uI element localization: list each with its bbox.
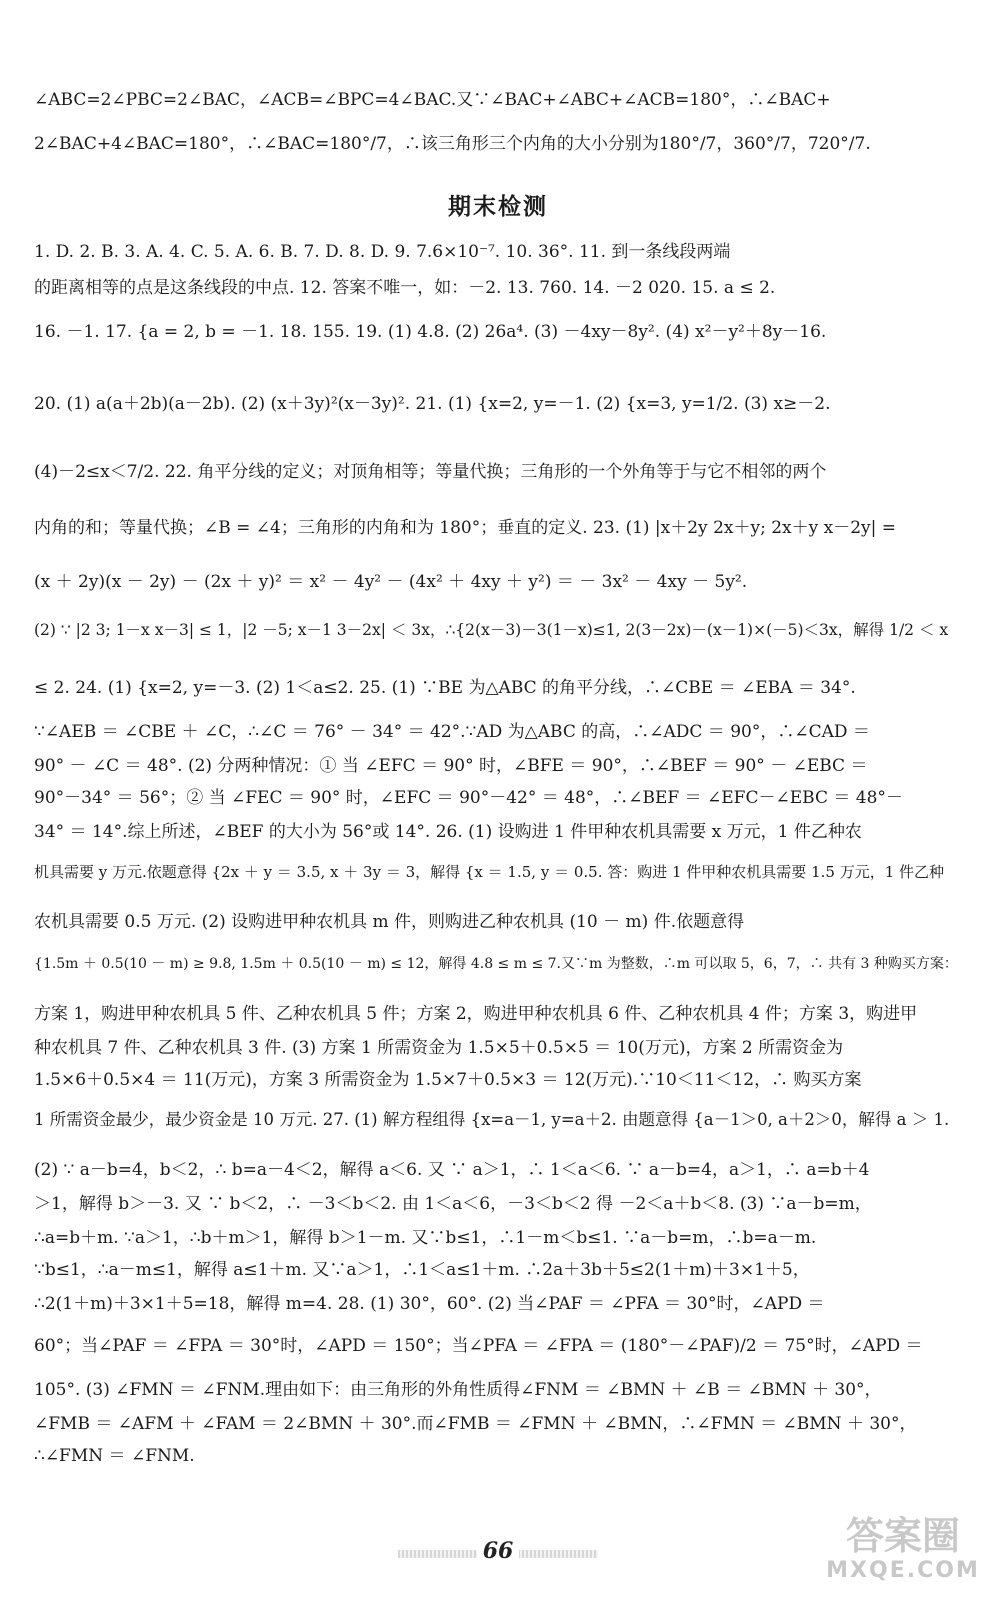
- text-line: 16. －1. 17. {a = 2, b = －1. 18. 155. 19. (1) 4.8. (2) 26a⁴. (3) －4xy－8y². (4) x²－y²＋8y－16.: [34, 322, 827, 342]
- text-line: ＞1，解得 b＞－3. 又 ∵ b＜2，∴ －3＜b＜2. 由 1＜a＜6，－3＜b＜2 得 －2＜a＋b＜8. (3) ∵a－b=m，: [34, 1194, 872, 1214]
- text-line: 90°－34° ＝ 56°；② 当 ∠FEC ＝ 90° 时，∠EFC ＝ 90°－42° ＝ 48°，∴∠BEF ＝ ∠EFC－∠EBC ＝ 48°－: [34, 788, 903, 808]
- text-line: 方案 1，购进甲种农机具 5 件、乙种农机具 5 件；方案 2，购进甲种农机具 6 件、乙种农机具 4 件；方案 3，购进甲: [34, 1004, 918, 1024]
- text-line: 105°. (3) ∠FMN ＝ ∠FNM.理由如下：由三角形的外角性质得∠FNM ＝ ∠BMN ＋ ∠B ＝ ∠BMN ＋ 30°，: [34, 1380, 882, 1400]
- watermark-logo: [818, 1514, 988, 1594]
- text-line: 90° － ∠C ＝ 48°. (2) 分两种情况：① 当 ∠EFC ＝ 90° 时，∠BFE ＝ 90°，∴∠BEF ＝ 90° － ∠EBC ＝: [34, 756, 868, 776]
- text-line: (x ＋ 2y)(x － 2y) － (2x ＋ y)² ＝ x² － 4y² － (4x² ＋ 4xy ＋ y²) ＝ － 3x² － 4xy － 5y².: [34, 572, 748, 592]
- text-line: ∴∠FMN ＝ ∠FNM.: [34, 1446, 195, 1466]
- page-number-text: 66: [477, 1538, 520, 1564]
- text-line: 内角的和；等量代换；∠B = ∠4；三角形的内角和为 180°；垂直的定义. 23. (1) |x＋2y 2x＋y; 2x＋y x－2y| =: [34, 518, 897, 538]
- text-line: (2) ∵ |2 3; 1－x x－3| ≤ 1，|2 －5; x－1 3－2x| ＜ 3x，∴{2(x－3)－3(1－x)≤1, 2(3－2x)－(x－1)×(－5)＜3x，解得 1/2 ＜ x: [34, 621, 949, 639]
- text-line: (2) ∵ a－b=4，b＜2，∴ b=a－4＜2，解得 a＜6. 又 ∵ a＞1，∴ 1＜a＜6. ∵ a－b=4，a＞1，∴ a=b＋4: [34, 1160, 870, 1180]
- watermark-logo-text: 答案圈: [845, 1514, 960, 1558]
- text-line: ∠ABC=2∠PBC=2∠BAC，∠ACB=∠BPC=4∠BAC.又∵∠BAC+∠ABC+∠ACB=180°，∴∠BAC+: [34, 90, 831, 110]
- text-line: 机具需要 y 万元.依题意得 {2x ＋ y ＝ 3.5, x ＋ 3y ＝ 3，解得 {x ＝ 1.5, y ＝ 0.5. 答：购进 1 件甲种农机具需要 1.5 万元，1 件乙种: [34, 863, 945, 881]
- text-line: ≤ 2. 24. (1) {x=2, y=－3. (2) 1＜a≤2. 25. (1) ∵BE 为△ABC 的角平分线，∴∠CBE ＝ ∠EBA ＝ 34°.: [34, 678, 856, 698]
- text-line: 农机具需要 0.5 万元. (2) 设购进甲种农机具 m 件，则购进乙种农机具 (10 － m) 件.依题意得: [34, 912, 745, 932]
- text-line: 的距离相等的点是这条线段的中点. 12. 答案不唯一，如：－2. 13. 760. 14. －2 020. 15. a ≤ 2.: [34, 278, 776, 298]
- text-line: 1 所需资金最少，最少资金是 10 万元. 27. (1) 解方程组得 {x=a－1, y=a＋2. 由题意得 {a－1＞0, a＋2＞0，解得 a ＞ 1.: [34, 1110, 950, 1129]
- text-line: 1.5×6＋0.5×4 ＝ 11(万元)，方案 3 所需资金为 1.5×7＋0.5×3 ＝ 12(万元).∵10＜11＜12，∴ 购买方案: [34, 1070, 862, 1090]
- page-number: [398, 1538, 598, 1568]
- text-line: (4)－2≤x＜7/2. 22. 角平分线的定义；对顶角相等；等量代换；三角形的一个外角等于与它不相邻的两个: [34, 462, 827, 482]
- text-line: 20. (1) a(a＋2b)(a－2b). (2) (x＋3y)²(x－3y)². 21. (1) {x=2, y=－1. (2) {x=3, y=1/2. (3) x≥－2.: [34, 394, 831, 414]
- text-line: ∵b≤1，∴a－m≤1，解得 a≤1＋m. 又∵a＞1，∴1＜a≤1＋m. ∴2a＋3b＋5≤2(1＋m)＋3×1＋5，: [34, 1260, 810, 1280]
- text-line: 2∠BAC+4∠BAC=180°，∴∠BAC=180°/7，∴该三角形三个内角的大小分别为180°/7，360°/7，720°/7.: [34, 134, 871, 154]
- watermark-site-text: MXQE.COM: [826, 1558, 980, 1583]
- text-line: ∴a=b＋m. ∵a＞1，∴b＋m＞1，解得 b＞1－m. 又∵b≤1，∴1－m＜b≤1. ∵a－b=m，∴b=a－m.: [34, 1228, 817, 1248]
- text-line: {1.5m ＋ 0.5(10 － m) ≥ 9.8, 1.5m ＋ 0.5(10 － m) ≤ 12，解得 4.8 ≤ m ≤ 7.又∵m 为整数，∴m 可以取 5，6，7，∴ 共有 3 种购买方案：: [34, 956, 958, 972]
- section-title: 期末检测: [448, 194, 548, 220]
- text-line: 34° ＝ 14°.综上所述，∠BEF 的大小为 56°或 14°. 26. (1) 设购进 1 件甲种农机具需要 x 万元，1 件乙种农: [34, 822, 862, 842]
- text-line: ∴2(1＋m)＋3×1＋5=18，解得 m=4. 28. (1) 30°，60°. (2) 当∠PAF ＝ ∠PFA ＝ 30°时，∠APD ＝: [34, 1294, 825, 1314]
- text-line: ∠FMB ＝ ∠AFM ＋ ∠FAM ＝ 2∠BMN ＋ 30°.而∠FMB ＝ ∠FMN ＋ ∠BMN，∴∠FMN ＝ ∠BMN ＋ 30°，: [34, 1414, 917, 1434]
- text-line: ∵∠AEB ＝ ∠CBE ＋ ∠C，∴∠C ＝ 76° － 34° ＝ 42°.∵AD 为△ABC 的高，∴∠ADC ＝ 90°，∴∠CAD ＝: [34, 722, 870, 742]
- text-line: 种农机具 7 件、乙种农机具 3 件. (3) 方案 1 所需资金为 1.5×5＋0.5×5 ＝ 10(万元)，方案 2 所需资金为: [34, 1038, 844, 1058]
- text-line: 1. D. 2. B. 3. A. 4. C. 5. A. 6. B. 7. D. 8. D. 9. 7.6×10⁻⁷. 10. 36°. 11. 到一条线段两端: [34, 242, 731, 262]
- text-line: 60°；当∠PAF ＝ ∠FPA ＝ 30°时，∠APD ＝ 150°；当∠PFA ＝ ∠FPA ＝ (180°－∠PAF)/2 ＝ 75°时，∠APD ＝: [34, 1336, 923, 1356]
